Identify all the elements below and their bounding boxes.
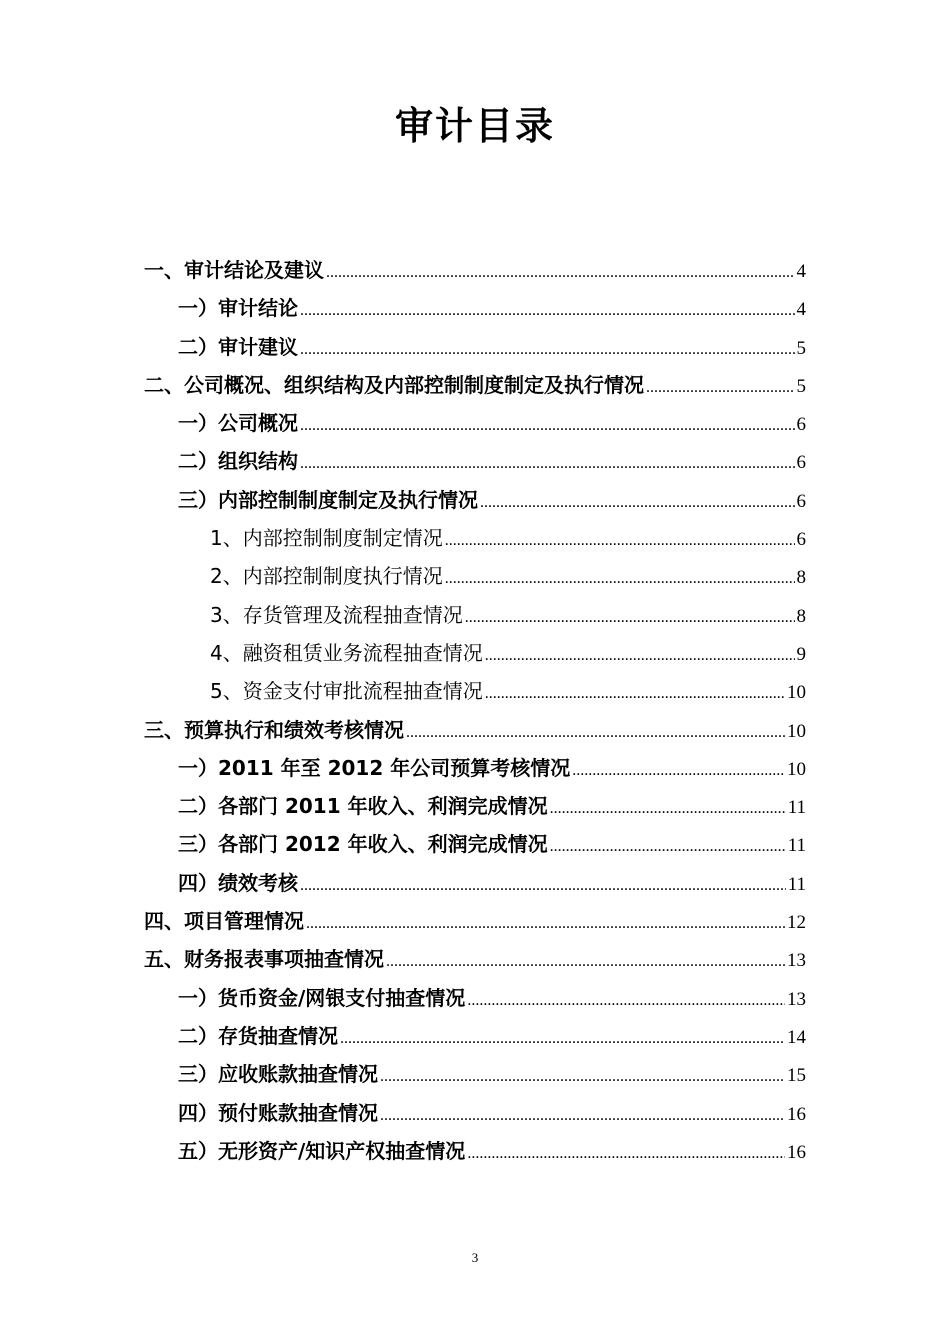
- toc-entry[interactable]: [0, 1055, 950, 1093]
- toc-entry-text: 1、内部控制制度制定情况: [210, 526, 443, 551]
- toc-entry-page: 8: [796, 567, 806, 589]
- dot-leader: [572, 752, 785, 790]
- toc-entry[interactable]: [0, 749, 950, 787]
- toc-entry[interactable]: [0, 596, 950, 634]
- toc-entry-page: 9: [796, 643, 806, 665]
- page-title: 审计目录: [394, 104, 555, 148]
- toc-entry-text: 二）审计建议: [178, 334, 298, 359]
- toc-entry-page: 6: [796, 452, 806, 474]
- toc-entry-text: 四、项目管理情况: [144, 909, 304, 934]
- toc-entry-page: 8: [796, 605, 806, 627]
- dot-leader: [380, 1097, 785, 1135]
- toc-entry[interactable]: [0, 557, 950, 595]
- toc-entry-page: 11: [787, 797, 806, 819]
- toc-entry-text: 四）预付账款抽查情况: [178, 1100, 378, 1125]
- toc-entry-text: 5、资金支付审批流程抽查情况: [210, 679, 483, 704]
- dot-leader: [550, 790, 786, 828]
- dot-leader: [445, 522, 795, 560]
- dot-leader: [300, 407, 795, 445]
- toc-entry-text: 3、存货管理及流程抽查情况: [210, 602, 463, 627]
- toc-entry-text: 二、公司概况、组织结构及内部控制制度制定及执行情况: [144, 372, 644, 397]
- dot-leader: [445, 560, 795, 598]
- toc-entry[interactable]: [0, 672, 950, 710]
- toc-entry-text: 一）审计结论: [178, 296, 298, 321]
- dot-leader: [300, 867, 786, 905]
- toc-entry-page: 16: [787, 1103, 806, 1125]
- toc-entry[interactable]: [0, 940, 950, 978]
- toc-entry[interactable]: [0, 864, 950, 902]
- toc-entry[interactable]: [0, 328, 950, 366]
- toc-entry-page: 4: [796, 299, 806, 321]
- page-number: 3: [471, 1250, 479, 1265]
- toc-entry-text: 一、审计结论及建议: [144, 258, 324, 282]
- toc-entry-text: 三）各部门 2012 年收入、利润完成情况: [178, 832, 548, 857]
- toc-entry-text: 五）无形资产/知识产权抽查情况: [178, 1138, 466, 1163]
- toc-entry-text: 4、融资租赁业务流程抽查情况: [210, 640, 483, 665]
- toc-entry[interactable]: [0, 825, 950, 863]
- dot-leader: [465, 599, 795, 637]
- toc-entry[interactable]: [0, 1132, 950, 1170]
- dot-leader: [550, 828, 786, 866]
- dot-leader: [406, 714, 785, 752]
- toc-entry[interactable]: [0, 481, 950, 519]
- dot-leader: [480, 484, 795, 522]
- dot-leader: [485, 637, 795, 675]
- dot-leader: [300, 292, 795, 330]
- toc-entry-text: 2、内部控制制度执行情况: [210, 564, 443, 589]
- toc-entry-page: 12: [787, 912, 806, 934]
- toc-entry-page: 10: [787, 720, 806, 742]
- toc-entry-text: 二）存货抽查情况: [178, 1023, 338, 1048]
- dot-leader: [306, 905, 785, 943]
- table-of-contents: [0, 251, 950, 1170]
- toc-entry-text: 三）应收账款抽查情况: [178, 1062, 378, 1087]
- dot-leader: [386, 943, 785, 981]
- toc-entry-text: 一）公司概况: [178, 411, 298, 436]
- toc-entry[interactable]: [0, 979, 950, 1017]
- toc-entry[interactable]: [0, 442, 950, 480]
- toc-entry[interactable]: [0, 711, 950, 749]
- toc-entry-page: 5: [796, 375, 806, 397]
- toc-entry-page: 13: [787, 988, 806, 1010]
- toc-entry-page: 10: [787, 682, 806, 704]
- toc-entry[interactable]: [0, 1017, 950, 1055]
- dot-leader: [380, 1058, 785, 1096]
- toc-entry[interactable]: [0, 787, 950, 825]
- toc-entry-page: 11: [787, 873, 806, 895]
- toc-entry-text: 一）货币资金/网银支付抽查情况: [178, 985, 466, 1010]
- toc-entry-page: 14: [787, 1026, 806, 1048]
- toc-entry[interactable]: [0, 366, 950, 404]
- toc-entry-text: 二）组织结构: [178, 449, 298, 474]
- toc-entry[interactable]: [0, 634, 950, 672]
- dot-leader: [646, 369, 795, 407]
- dot-leader: [300, 331, 795, 369]
- dot-leader: [326, 254, 795, 292]
- toc-entry[interactable]: [0, 251, 950, 289]
- dot-leader: [485, 675, 785, 713]
- dot-leader: [300, 445, 795, 483]
- toc-entry-text: 四）绩效考核: [178, 870, 298, 895]
- toc-entry[interactable]: [0, 902, 950, 940]
- toc-entry[interactable]: [0, 1094, 950, 1132]
- toc-entry-text: 三、预算执行和绩效考核情况: [144, 717, 404, 742]
- toc-entry[interactable]: [0, 404, 950, 442]
- toc-entry-page: 6: [796, 529, 806, 551]
- dot-leader: [340, 1020, 785, 1058]
- toc-entry-page: 13: [787, 950, 806, 972]
- toc-entry-page: 4: [796, 261, 806, 282]
- toc-entry-text: 三）内部控制制度制定及执行情况: [178, 487, 478, 512]
- toc-entry-page: 15: [787, 1065, 806, 1087]
- toc-entry-page: 10: [787, 758, 806, 780]
- toc-entry-text: 五、财务报表事项抽查情况: [144, 947, 384, 972]
- toc-entry-page: 16: [787, 1141, 806, 1163]
- toc-entry-text: 二）各部门 2011 年收入、利润完成情况: [178, 794, 548, 819]
- toc-entry-page: 11: [787, 835, 806, 857]
- toc-entry-page: 6: [796, 490, 806, 512]
- toc-entry[interactable]: [0, 519, 950, 557]
- dot-leader: [467, 1135, 785, 1173]
- toc-entry-page: 5: [796, 337, 806, 359]
- toc-entry-text: 一）2011 年至 2012 年公司预算考核情况: [178, 755, 571, 780]
- toc-entry-page: 6: [796, 414, 806, 436]
- dot-leader: [467, 982, 785, 1020]
- toc-entry[interactable]: [0, 289, 950, 327]
